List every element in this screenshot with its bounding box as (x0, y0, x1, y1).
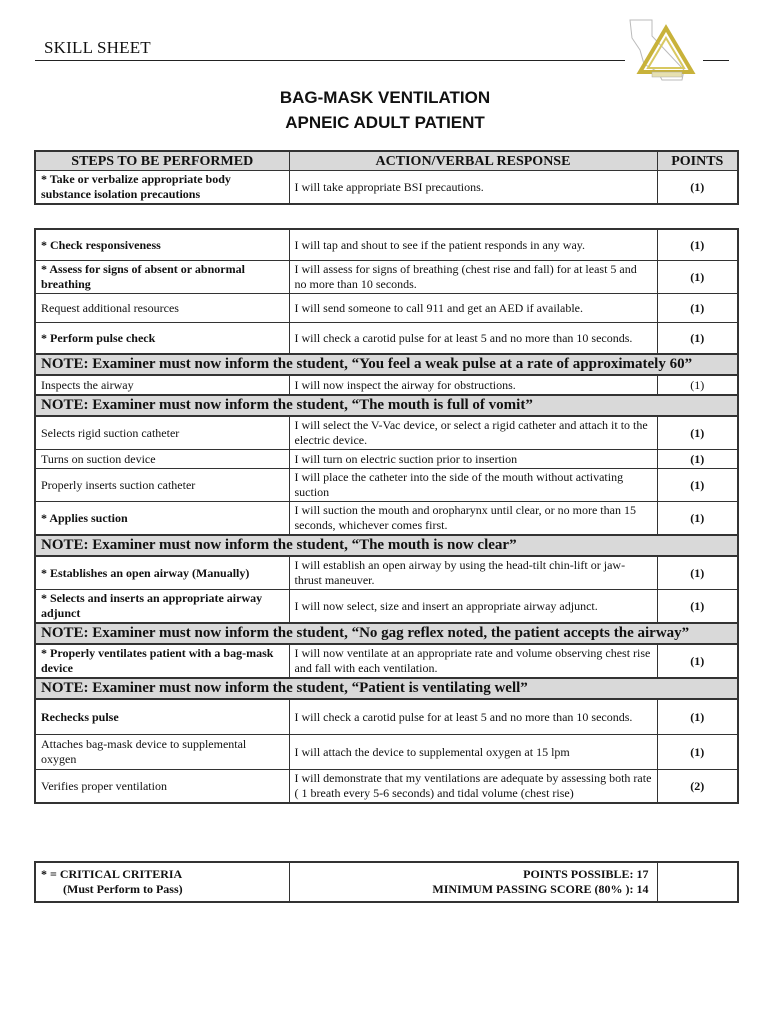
step-cell: Request additional resources (35, 294, 289, 323)
skill-sheet-label: SKILL SHEET (44, 38, 151, 57)
sheet-title-line1: BAG-MASK VENTILATION (279, 88, 491, 107)
points-cell: (1) (657, 469, 738, 502)
action-cell: I will attach the device to supplemental oxygen at 15 lpm (289, 735, 657, 770)
table-row (35, 416, 738, 450)
header-rule-right (703, 60, 729, 61)
step-cell: * Properly ventilates patient with a bag-mask device (35, 644, 289, 678)
points-cell: (1) (657, 735, 738, 770)
action-cell: I will place the catheter into the side of the mouth without activating suction (289, 469, 657, 502)
action-cell: I will now inspect the airway for obstructions. (289, 375, 657, 395)
examiner-note: NOTE: Examiner must now inform the student, “You feel a weak pulse at a rate of approximately 60” (35, 354, 738, 375)
examiner-note: NOTE: Examiner must now inform the student, “Patient is ventilating well” (35, 678, 738, 699)
score-totals (289, 862, 657, 902)
action-cell: I will demonstrate that my ventilations are adequate by assessing both rate ( 1 breath every 5-6 seconds) and tidal volume (chest rise) (289, 770, 657, 804)
column-header-points: POINTS (657, 151, 738, 171)
table-row (35, 770, 738, 804)
points-cell: (1) (657, 171, 738, 205)
examiner-note-row (35, 354, 738, 375)
examiner-note: NOTE: Examiner must now inform the student, “The mouth is full of vomit” (35, 395, 738, 416)
critical-criteria-note: (Must Perform to Pass) (63, 882, 183, 896)
points-cell: (1) (657, 590, 738, 624)
table-row (35, 502, 738, 536)
minimum-passing-score: MINIMUM PASSING SCORE (80% ): 14 (432, 882, 649, 896)
points-cell: (1) (657, 323, 738, 355)
table-row (35, 229, 738, 261)
points-cell: (1) (657, 450, 738, 469)
points-cell: (1) (657, 416, 738, 450)
points-cell: (1) (657, 261, 738, 294)
points-cell: (1) (657, 375, 738, 395)
step-cell: * Establishes an open airway (Manually) (35, 556, 289, 590)
points-cell: (1) (657, 644, 738, 678)
points-cell: (1) (657, 556, 738, 590)
action-cell: I will turn on electric suction prior to insertion (289, 450, 657, 469)
table-row (35, 294, 738, 323)
action-cell: I will check a carotid pulse for at least 5 and no more than 10 seconds. (289, 323, 657, 355)
action-cell: I will take appropriate BSI precautions. (289, 171, 657, 205)
step-cell: Attaches bag-mask device to supplemental oxygen (35, 735, 289, 770)
table-row (35, 469, 738, 502)
table-row (35, 261, 738, 294)
points-cell: (1) (657, 229, 738, 261)
points-cell: (2) (657, 770, 738, 804)
table-row (35, 590, 738, 624)
action-cell: I will assess for signs of breathing (chest rise and fall) for at least 5 and no more than 10 seconds. (289, 261, 657, 294)
table-row (35, 323, 738, 355)
examiner-note-row (35, 623, 738, 644)
column-header-steps: STEPS TO BE PERFORMED (35, 151, 289, 171)
action-cell: I will check a carotid pulse for at least 5 and no more than 10 seconds. (289, 699, 657, 735)
column-header-action: ACTION/VERBAL RESPONSE (289, 151, 657, 171)
step-cell: * Assess for signs of absent or abnormal breathing (35, 261, 289, 294)
action-cell: I will now ventilate at an appropriate rate and volume observing chest rise and fall with each ventilation. (289, 644, 657, 678)
steps-table (34, 228, 739, 804)
action-cell: I will send someone to call 911 and get an AED if available. (289, 294, 657, 323)
table-row (35, 699, 738, 735)
step-cell: Properly inserts suction catheter (35, 469, 289, 502)
action-cell: I will suction the mouth and oropharynx until clear, or no more than 15 seconds, whichever comes first. (289, 502, 657, 536)
step-cell: * Check responsiveness (35, 229, 289, 261)
action-cell: I will establish an open airway by using the head-tilt chin-lift or jaw-thrust maneuver. (289, 556, 657, 590)
points-possible: POINTS POSSIBLE: 17 (523, 867, 649, 881)
examiner-note-row (35, 535, 738, 556)
step-cell: * Selects and inserts an appropriate airway adjunct (35, 590, 289, 624)
header-table (34, 150, 739, 205)
table-row (35, 171, 738, 205)
examiner-note: NOTE: Examiner must now inform the student, “No gag reflex noted, the patient accepts the airway” (35, 623, 738, 644)
state-emblem-logo (622, 14, 704, 84)
step-cell: Rechecks pulse (35, 699, 289, 735)
examiner-note-row (35, 395, 738, 416)
points-cell: (1) (657, 502, 738, 536)
scoring-summary-table (34, 861, 739, 903)
step-cell: * Take or verbalize appropriate body substance isolation precautions (35, 171, 289, 205)
step-cell: * Perform pulse check (35, 323, 289, 355)
sheet-title-line2: APNEIC ADULT PATIENT (285, 113, 485, 132)
table-row (35, 450, 738, 469)
table-row (35, 375, 738, 395)
step-cell: Inspects the airway (35, 375, 289, 395)
critical-criteria-label: * = CRITICAL CRITERIA (41, 867, 183, 881)
table-row (35, 735, 738, 770)
header-rule (35, 60, 625, 61)
step-cell: * Applies suction (35, 502, 289, 536)
points-cell: (1) (657, 699, 738, 735)
table-row (35, 644, 738, 678)
examiner-note: NOTE: Examiner must now inform the student, “The mouth is now clear” (35, 535, 738, 556)
examiner-note-row (35, 678, 738, 699)
table-row (35, 556, 738, 590)
step-cell: Verifies proper ventilation (35, 770, 289, 804)
points-cell: (1) (657, 294, 738, 323)
step-cell: Turns on suction device (35, 450, 289, 469)
step-cell: Selects rigid suction catheter (35, 416, 289, 450)
summary-row (35, 862, 738, 902)
action-cell: I will select the V-Vac device, or select a rigid catheter and attach it to the electric device. (289, 416, 657, 450)
action-cell: I will now select, size and insert an appropriate airway adjunct. (289, 590, 657, 624)
critical-criteria-legend (35, 862, 289, 902)
action-cell: I will tap and shout to see if the patient responds in any way. (289, 229, 657, 261)
score-entry-cell[interactable] (657, 862, 738, 902)
